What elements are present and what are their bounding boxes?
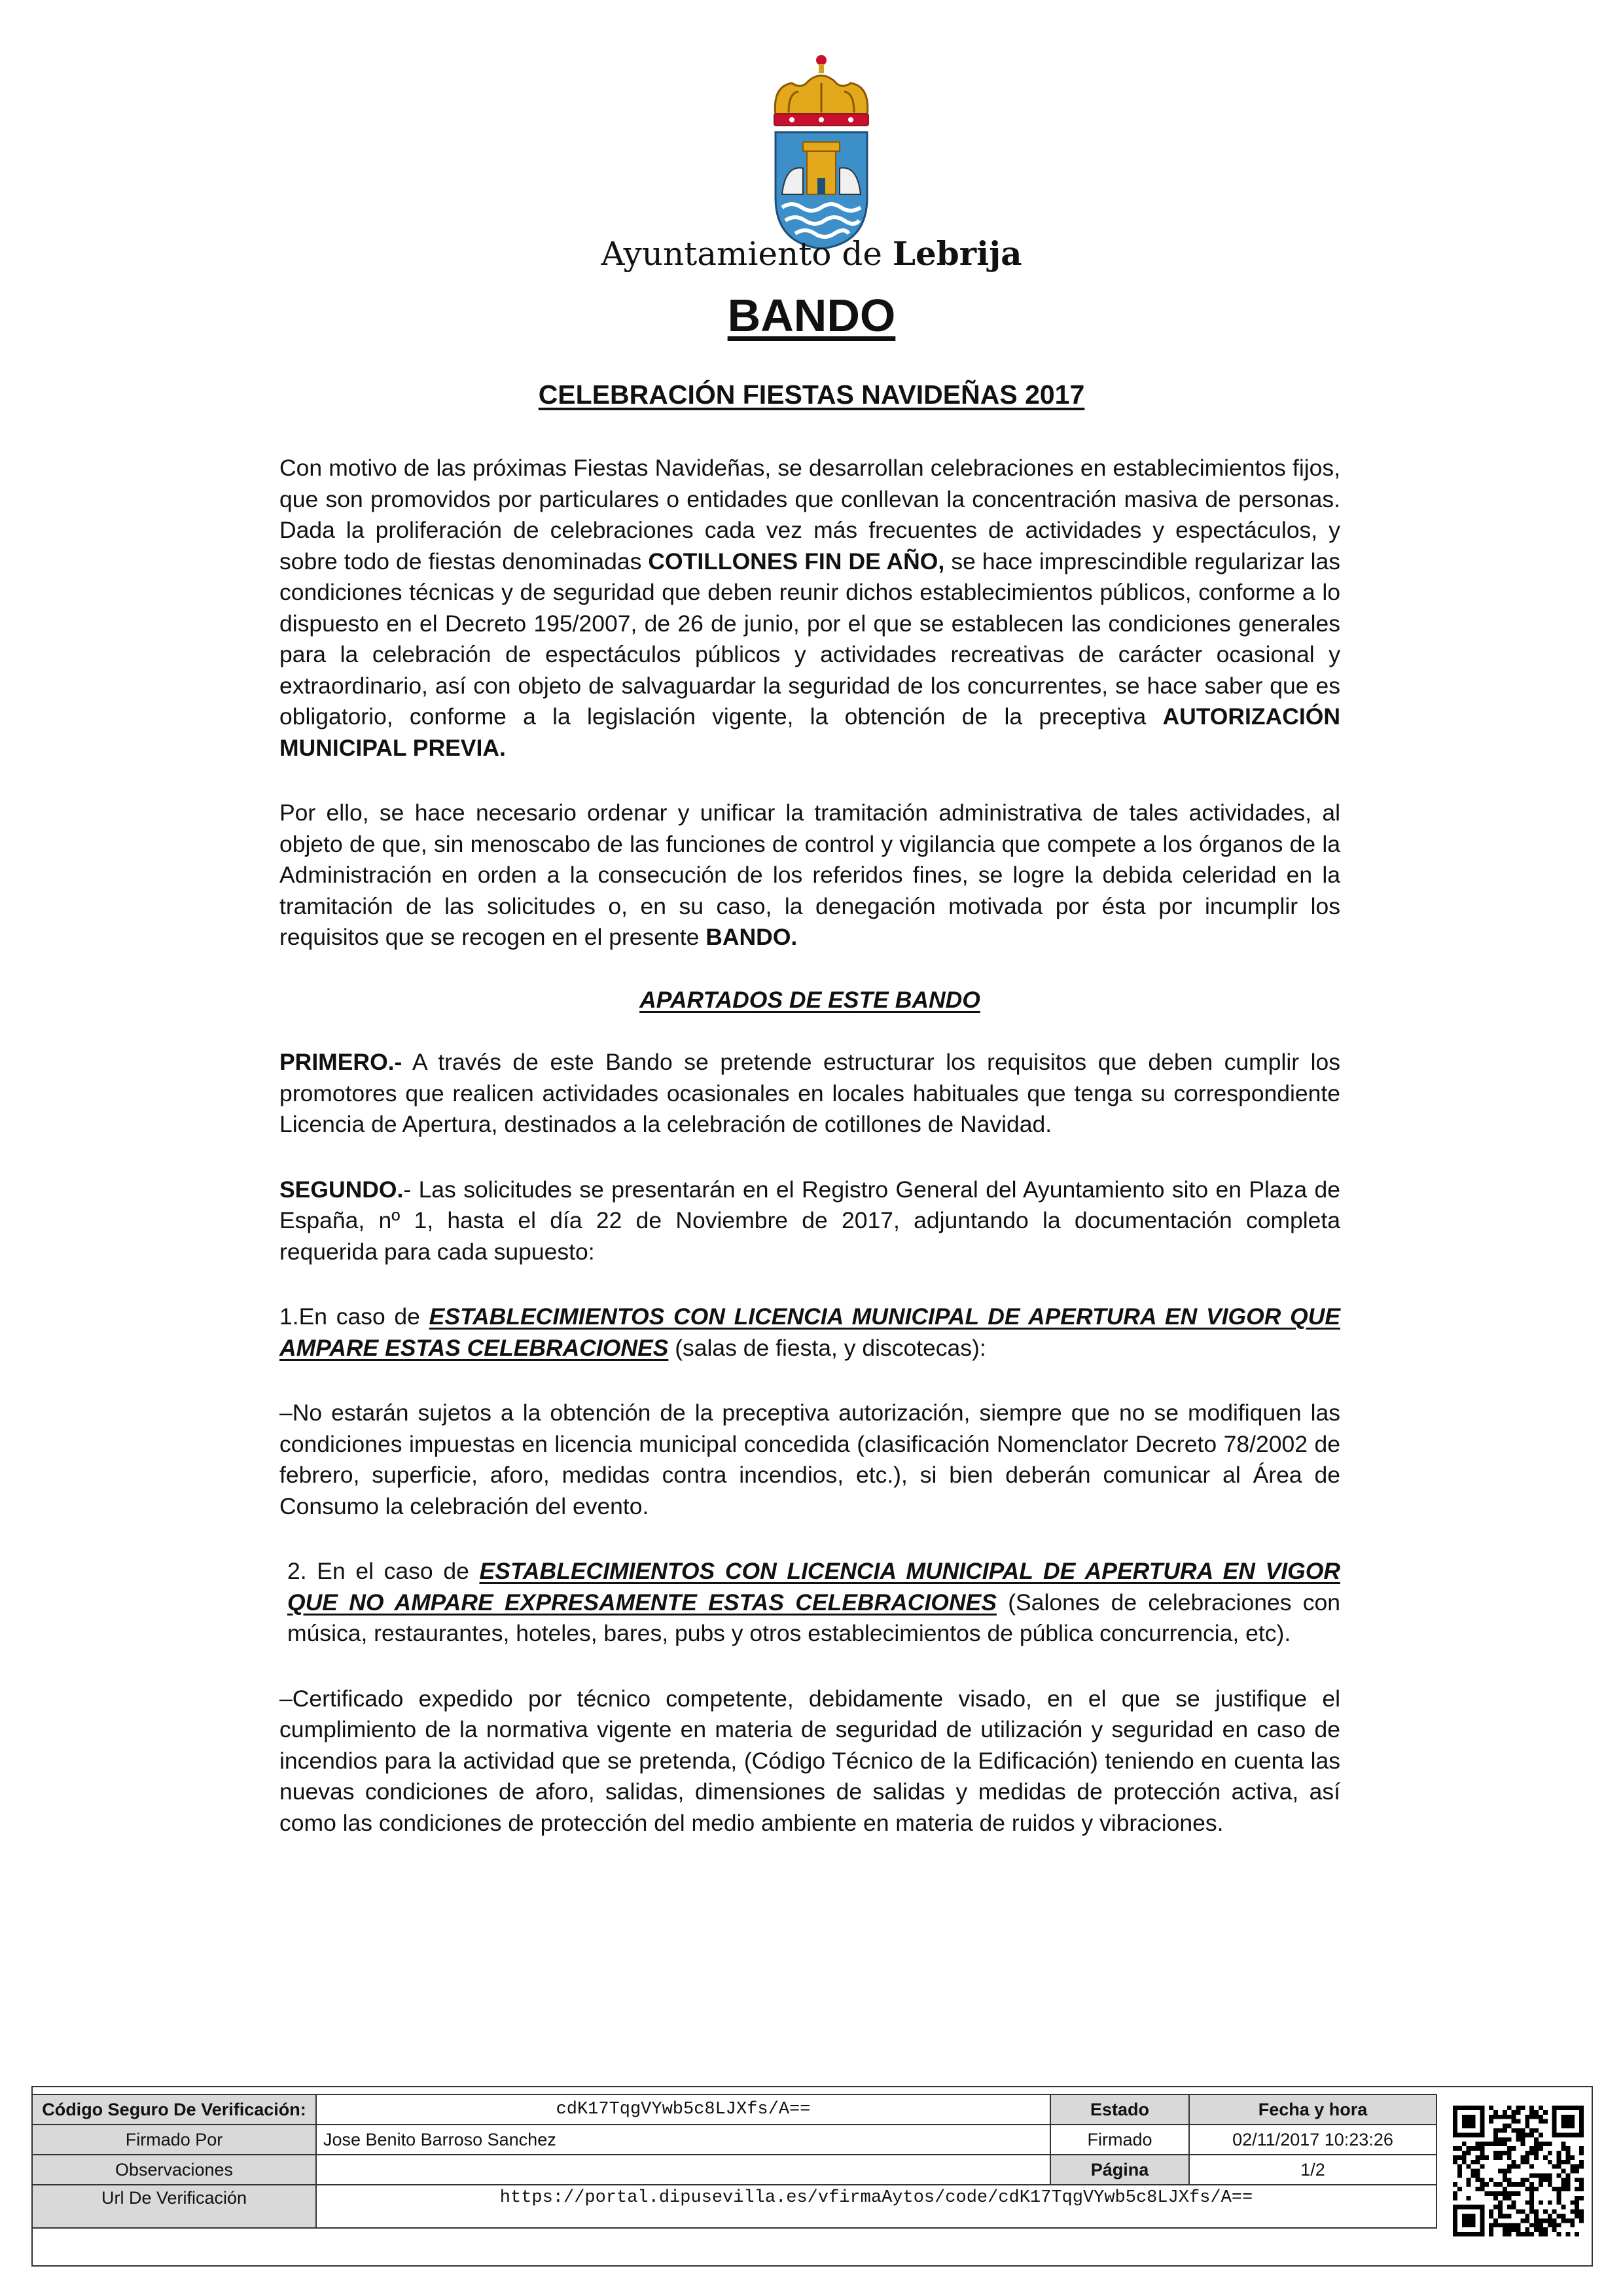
url-label: Url De Verificación <box>32 2185 316 2228</box>
csv-value: cdK17TqgVYwb5c8LJXfs/A== <box>316 2094 1050 2125</box>
qr-code-icon[interactable] <box>1453 2106 1584 2236</box>
estado-label: Estado <box>1050 2094 1189 2125</box>
fecha-value: 02/11/2017 10:23:26 <box>1189 2125 1436 2155</box>
case-2-detail: –Certificado expedido por técnico competente, debidamente visado, en el que se justifique el cumplimiento de la normativa vigente en materia de seguridad de utilización y seguridad en caso de incendios para la actividad que se pretenda, (Código Técnico de la Edificación) teniendo en cuenta las nuevas condiciones de aforo, salidas, dimensiones de salidas y medidas de protección activa, así como las condiciones de protección del medio ambiente en materia de ruidos y vibraciones. <box>279 1685 1340 1836</box>
csv-label: Código Seguro De Verificación: <box>32 2094 316 2125</box>
observaciones-label: Observaciones <box>32 2155 316 2185</box>
firmado-por-value: Jose Benito Barroso Sanchez <box>316 2125 1050 2155</box>
verification-table <box>31 2094 1437 2229</box>
table-row <box>32 2185 1436 2228</box>
case-1-heading: 1.En caso de ESTABLECIMIENTOS CON LICENCIA MUNICIPAL DE APERTURA EN VIGOR QUE AMPARE ESTAS CELEBRACIONES (salas de fiesta, y discotecas): <box>279 1303 1340 1361</box>
case-2-heading: 2. En el caso de ESTABLECIMIENTOS CON LICENCIA MUNICIPAL DE APERTURA EN VIGOR QUE NO AMPARE EXPRESAMENTE ESTAS CELEBRACIONES (Salones de celebraciones con música, restaurantes, hoteles, bares, pubs y otros establecimientos de pública concurrencia, etc). <box>287 1558 1340 1646</box>
fecha-label: Fecha y hora <box>1189 2094 1436 2125</box>
sections-heading: APARTADOS DE ESTE BANDO <box>639 986 980 1013</box>
justification-paragraph: Por ello, se hace necesario ordenar y unificar la tramitación administrativa de tales actividades, al objeto de que, sin menoscabo de las funciones de control y vigilancia que compete a los órganos de la Administración en orden a la consecución de los referidos fines, se logre la debida celeridad en la tramitación de las solicitudes o, en su caso, la denegación motivada por ésta por incumplir los requisitos que se recogen en el presente BANDO. <box>279 800 1340 950</box>
verification-table-wrapper <box>31 2094 1436 2248</box>
estado-value: Firmado <box>1050 2125 1189 2155</box>
primero-paragraph: PRIMERO.- A través de este Bando se pretende estructurar los requisitos que deben cumplir los promotores que realicen actividades ocasionales en locales habituales que tenga su correspondiente Licencia de Apertura, destinados a la celebración de cotillones de Navidad. <box>279 1049 1340 1137</box>
verification-url[interactable]: https://portal.dipusevilla.es/vfirmaAytos/code/cdK17TqgVYwb5c8LJXfs/A== <box>316 2185 1436 2228</box>
pagina-label: Página <box>1050 2155 1189 2185</box>
intro-paragraph: Con motivo de las próximas Fiestas Navideñas, se desarrollan celebraciones en establecimientos fijos, que son promovidos por particulares o entidades que conllevan la concentración masiva de personas. Dada la proliferación de celebraciones cada vez más frecuentes de actividades y espectáculos, y sobre todo de fiestas denominadas COTILLONES FIN DE AÑO, se hace imprescindible regularizar las condiciones técnicas y de seguridad que deben reunir dichos establecimientos públicos, conforme a lo dispuesto en el Decreto 195/2007, de 26 de junio, por el que se establecen las condiciones generales para la celebración de espectáculos públicos y actividades recreativas de carácter ocasional y extraordinario, así con objeto de salvaguardar la seguridad de los concurrentes, se hace saber que es obligatorio, conforme a la legislación vigente, la obtención de la preceptiva AUTORIZACIÓN MUNICIPAL PREVIA. <box>279 455 1341 761</box>
coat-of-arms-icon <box>762 54 880 250</box>
document-body <box>279 453 1340 1839</box>
segundo-paragraph: SEGUNDO.- Las solicitudes se presentarán en el Registro General del Ayuntamiento sito en Plaza de España, nº 1, hasta el día 22 de Noviembre de 2017, adjuntando la documentación completa requerida para cada supuesto: <box>279 1176 1340 1265</box>
document-subtitle: CELEBRACIÓN FIESTAS NAVIDEÑAS 2017 <box>538 380 1085 410</box>
table-row <box>32 2125 1436 2155</box>
document-title: BANDO <box>727 290 896 341</box>
pagina-value: 1/2 <box>1189 2155 1436 2185</box>
firmado-por-label: Firmado Por <box>32 2125 316 2155</box>
table-row <box>32 2155 1436 2185</box>
table-row <box>32 2094 1436 2125</box>
case-1-detail: –No estarán sujetos a la obtención de la preceptiva autorización, siempre que no se modifiquen las condiciones impuestas en licencia municipal concedida (clasificación Nomenclator Decreto 78/2002 de febrero, superficie, aforo, medidas contra incendios, etc.), si bien deberán comunicar al Área de Consumo la celebración del evento. <box>279 1400 1340 1519</box>
observaciones-value <box>316 2155 1050 2185</box>
municipality-name: Ayuntamiento de Lebrija <box>601 234 1022 273</box>
